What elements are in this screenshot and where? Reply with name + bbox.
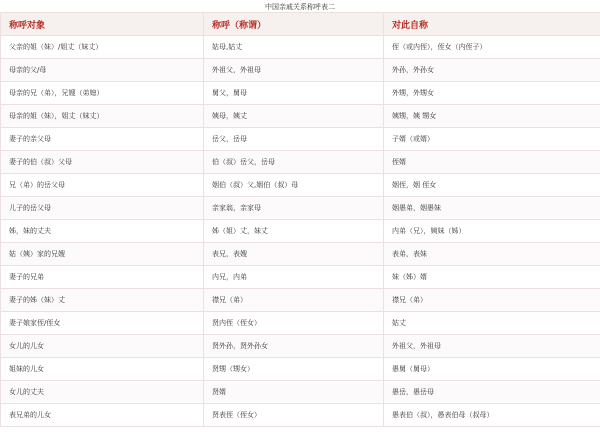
- cell-appellation: 贤甥（甥女）: [204, 358, 384, 381]
- cell-addressee: 妻子的姊（妹）丈: [1, 289, 204, 312]
- table-row: [1, 151, 600, 174]
- cell-appellation: 贤外孙，贤外孙女: [204, 335, 384, 358]
- cell-addressee: 姊，妹的丈夫: [1, 220, 204, 243]
- cell-appellation: 舅父，舅母: [204, 82, 384, 105]
- cell-addressee: 姐妹的儿女: [1, 358, 204, 381]
- page-title: 中国亲戚关系称呼表二: [265, 3, 335, 11]
- table-row: [1, 59, 600, 82]
- header-self-reference: 对此自称: [384, 13, 600, 36]
- cell-self-reference: 外甥，外甥女: [384, 82, 600, 105]
- cell-appellation: 姨母，姨丈: [204, 105, 384, 128]
- cell-self-reference: 侄（或内侄），侄女（内侄子）: [384, 36, 600, 59]
- table-row: [1, 243, 600, 266]
- table-row: [1, 128, 600, 151]
- cell-appellation: 伯（叔）岳父，岳母: [204, 151, 384, 174]
- table-row: [1, 197, 600, 220]
- table-row: [1, 404, 600, 427]
- cell-self-reference: 姑丈: [384, 312, 600, 335]
- cell-appellation: 表兄，表嫂: [204, 243, 384, 266]
- cell-self-reference: 侄婿: [384, 151, 600, 174]
- cell-addressee: 母亲的父/母: [1, 59, 204, 82]
- cell-addressee: 女儿的丈夫: [1, 381, 204, 404]
- cell-appellation: 内兄，内弟: [204, 266, 384, 289]
- cell-addressee: 妻子的亲父母: [1, 128, 204, 151]
- header-addressee: 称呼对象: [1, 13, 204, 36]
- cell-self-reference: 姨甥，姨 甥女: [384, 105, 600, 128]
- table-row: [1, 82, 600, 105]
- cell-self-reference: 姻侄，姻 侄女: [384, 174, 600, 197]
- table-row: [1, 174, 600, 197]
- table-row: [1, 335, 600, 358]
- cell-self-reference: 愚岳，愚岳母: [384, 381, 600, 404]
- cell-self-reference: 子婿（或婿）: [384, 128, 600, 151]
- cell-appellation: 姻伯（叔）父,姻伯（叔）母: [204, 174, 384, 197]
- cell-addressee: 表兄弟的儿女: [1, 404, 204, 427]
- cell-addressee: 父亲的姐（妹）/姐丈（妹丈）: [1, 36, 204, 59]
- cell-self-reference: 愚表伯（叔），愚表伯母（叔母）: [384, 404, 600, 427]
- cell-appellation: 贤内侄（侄女）: [204, 312, 384, 335]
- cell-self-reference: 外祖父，外祖母: [384, 335, 600, 358]
- table-row: [1, 312, 600, 335]
- cell-addressee: 妻子的兄弟: [1, 266, 204, 289]
- cell-self-reference: 妹（姊）婿: [384, 266, 600, 289]
- cell-appellation: 姊（姐）丈，妹丈: [204, 220, 384, 243]
- cell-self-reference: 表弟，表妹: [384, 243, 600, 266]
- cell-addressee: 母亲的兄（弟），兄嫂（弟媳）: [1, 82, 204, 105]
- cell-addressee: 女儿的儿女: [1, 335, 204, 358]
- cell-appellation: 贤表侄（侄女）: [204, 404, 384, 427]
- table-row: [1, 358, 600, 381]
- cell-appellation: 襟兄（弟）: [204, 289, 384, 312]
- header-row: [1, 13, 600, 36]
- table-row: [1, 266, 600, 289]
- cell-appellation: 岳父，岳母: [204, 128, 384, 151]
- table-row: [1, 220, 600, 243]
- cell-self-reference: 愚舅（舅母）: [384, 358, 600, 381]
- cell-addressee: 兄（弟）的岳父母: [1, 174, 204, 197]
- cell-appellation: 贤婿: [204, 381, 384, 404]
- kinship-table: [0, 12, 600, 427]
- cell-self-reference: 姻愚弟，姻愚妹: [384, 197, 600, 220]
- cell-self-reference: 内弟（兄），姨妹（姊）: [384, 220, 600, 243]
- cell-appellation: 外祖父，外祖母: [204, 59, 384, 82]
- cell-addressee: 姑（姨）家的兄嫂: [1, 243, 204, 266]
- cell-appellation: 姑母,姑丈: [204, 36, 384, 59]
- header-appellation: 称呼（称谓）: [204, 13, 384, 36]
- table-row: [1, 381, 600, 404]
- cell-appellation: 亲家翁，亲家母: [204, 197, 384, 220]
- table-row: [1, 105, 600, 128]
- cell-addressee: 妻子的伯（叔）父母: [1, 151, 204, 174]
- table-row: [1, 36, 600, 59]
- cell-self-reference: 外孙，外孙女: [384, 59, 600, 82]
- table-row: [1, 289, 600, 312]
- cell-self-reference: 襟兄（弟）: [384, 289, 600, 312]
- cell-addressee: 妻子娘家侄/侄女: [1, 312, 204, 335]
- cell-addressee: 母亲的姐（妹），姐丈（妹丈）: [1, 105, 204, 128]
- cell-addressee: 儿子的岳父母: [1, 197, 204, 220]
